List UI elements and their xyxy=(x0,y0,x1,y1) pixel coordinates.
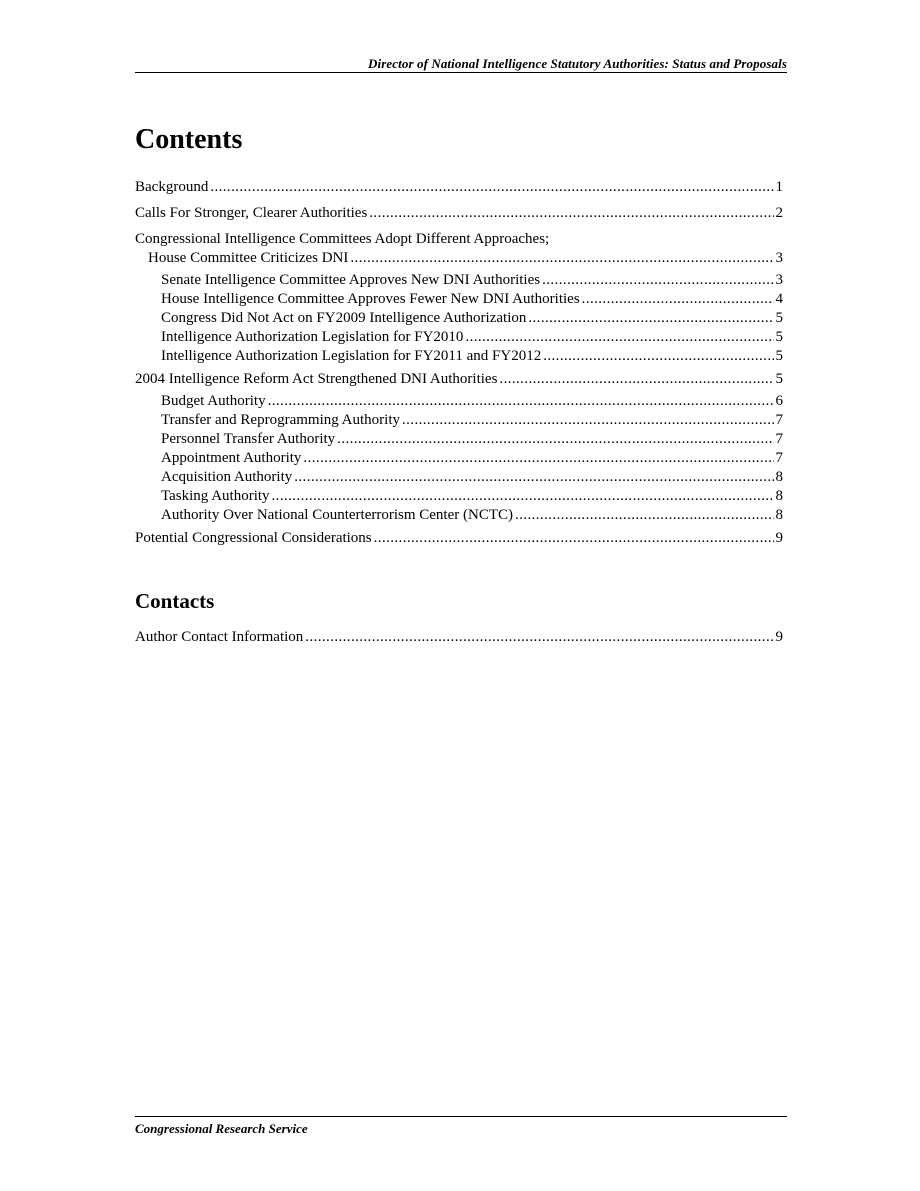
dot-leader xyxy=(515,506,773,525)
dot-leader xyxy=(402,411,774,430)
footer-rule xyxy=(135,1116,787,1117)
toc-entry-title: Personnel Transfer Authority xyxy=(161,431,336,447)
toc-entry-title: Calls For Stronger, Clearer Authorities xyxy=(135,205,368,221)
dot-leader xyxy=(528,309,773,328)
toc-entry-page: 5 xyxy=(775,329,783,345)
toc-entry-page: 5 xyxy=(775,348,783,364)
toc-subentry[interactable] xyxy=(135,328,783,347)
dot-leader xyxy=(294,468,773,487)
dot-leader xyxy=(350,249,773,268)
toc-entry-title: Authority Over National Counterterrorism Center (NCTC) xyxy=(161,507,514,523)
toc-entry-title: House Intelligence Committee Approves Fewer New DNI Authorities xyxy=(161,291,580,307)
toc-entry-title: Senate Intelligence Committee Approves New DNI Authorities xyxy=(161,272,541,288)
toc-entry-page: 3 xyxy=(775,250,783,266)
contents-heading: Contents xyxy=(135,124,243,155)
dot-leader xyxy=(499,370,773,389)
dot-leader xyxy=(272,487,774,506)
dot-leader xyxy=(210,178,773,197)
toc-subentry[interactable] xyxy=(135,309,783,328)
toc-subentry[interactable] xyxy=(135,468,783,487)
dot-leader xyxy=(303,449,773,468)
toc-entry[interactable] xyxy=(135,628,783,647)
toc-entry-page: 7 xyxy=(775,450,783,466)
toc-entry-page: 2 xyxy=(775,205,783,221)
toc-entry-title: Budget Authority xyxy=(161,393,266,409)
toc-entry-title: House Committee Criticizes DNI xyxy=(148,250,349,266)
toc-entry-page: 8 xyxy=(775,507,783,523)
dot-leader xyxy=(305,628,773,647)
contents-list xyxy=(135,178,783,548)
toc-entry-page: 8 xyxy=(775,469,783,485)
toc-entry-title-line1: Congressional Intelligence Committees Adopt Different Approaches; xyxy=(135,231,550,247)
dot-leader xyxy=(374,529,774,548)
dot-leader xyxy=(582,290,774,309)
toc-entry-title: Acquisition Authority xyxy=(161,469,293,485)
toc-entry[interactable] xyxy=(135,230,783,268)
dot-leader xyxy=(542,271,773,290)
toc-subentry[interactable] xyxy=(135,392,783,411)
toc-entry-page: 8 xyxy=(775,488,783,504)
toc-entry-page: 3 xyxy=(775,272,783,288)
toc-entry-title: Tasking Authority xyxy=(161,488,270,504)
toc-entry-page: 9 xyxy=(775,629,783,645)
toc-entry-title: Intelligence Authorization Legislation for FY2010 xyxy=(161,329,464,345)
toc-entry-title: Transfer and Reprogramming Authority xyxy=(161,412,400,428)
toc-subentry[interactable] xyxy=(135,449,783,468)
toc-subentry[interactable] xyxy=(135,430,783,449)
header-rule xyxy=(135,72,787,73)
toc-entry-title: Intelligence Authorization Legislation for FY2011 and FY2012 xyxy=(161,348,542,364)
toc-entry[interactable] xyxy=(135,178,783,197)
running-header: Director of National Intelligence Statutory Authorities: Status and Proposals xyxy=(368,56,787,71)
toc-entry-page: 4 xyxy=(775,291,783,307)
toc-entry-title: Congress Did Not Act on FY2009 Intelligence Authorization xyxy=(161,310,527,326)
toc-entry-page: 9 xyxy=(775,530,783,546)
toc-entry-page: 5 xyxy=(775,310,783,326)
toc-entry-page: 5 xyxy=(775,371,783,387)
dot-leader xyxy=(369,204,773,223)
toc-entry-title: Background xyxy=(135,179,209,195)
dot-leader xyxy=(268,392,774,411)
dot-leader xyxy=(337,430,773,449)
toc-subentry[interactable] xyxy=(135,271,783,290)
toc-entry[interactable] xyxy=(135,529,783,548)
dot-leader xyxy=(465,328,773,347)
toc-subentry[interactable] xyxy=(135,347,783,366)
toc-entry-page: 1 xyxy=(775,179,783,195)
toc-entry-page: 6 xyxy=(775,393,783,409)
toc-entry[interactable] xyxy=(135,370,783,389)
toc-entry-page: 7 xyxy=(775,412,783,428)
toc-entry-title: 2004 Intelligence Reform Act Strengthened DNI Authorities xyxy=(135,371,498,387)
toc-subentry[interactable] xyxy=(135,290,783,309)
toc-entry-page: 7 xyxy=(775,431,783,447)
dot-leader xyxy=(543,347,773,366)
toc-entry[interactable] xyxy=(135,204,783,223)
toc-entry-title: Potential Congressional Considerations xyxy=(135,530,372,546)
toc-subentry[interactable] xyxy=(135,411,783,430)
contacts-list xyxy=(135,628,783,647)
toc-entry-title: Author Contact Information xyxy=(135,629,304,645)
toc-entry-title: Appointment Authority xyxy=(161,450,302,466)
contacts-heading: Contacts xyxy=(135,589,215,613)
toc-subentry[interactable] xyxy=(135,487,783,506)
running-footer: Congressional Research Service xyxy=(135,1121,308,1136)
toc-subentry[interactable] xyxy=(135,506,783,525)
